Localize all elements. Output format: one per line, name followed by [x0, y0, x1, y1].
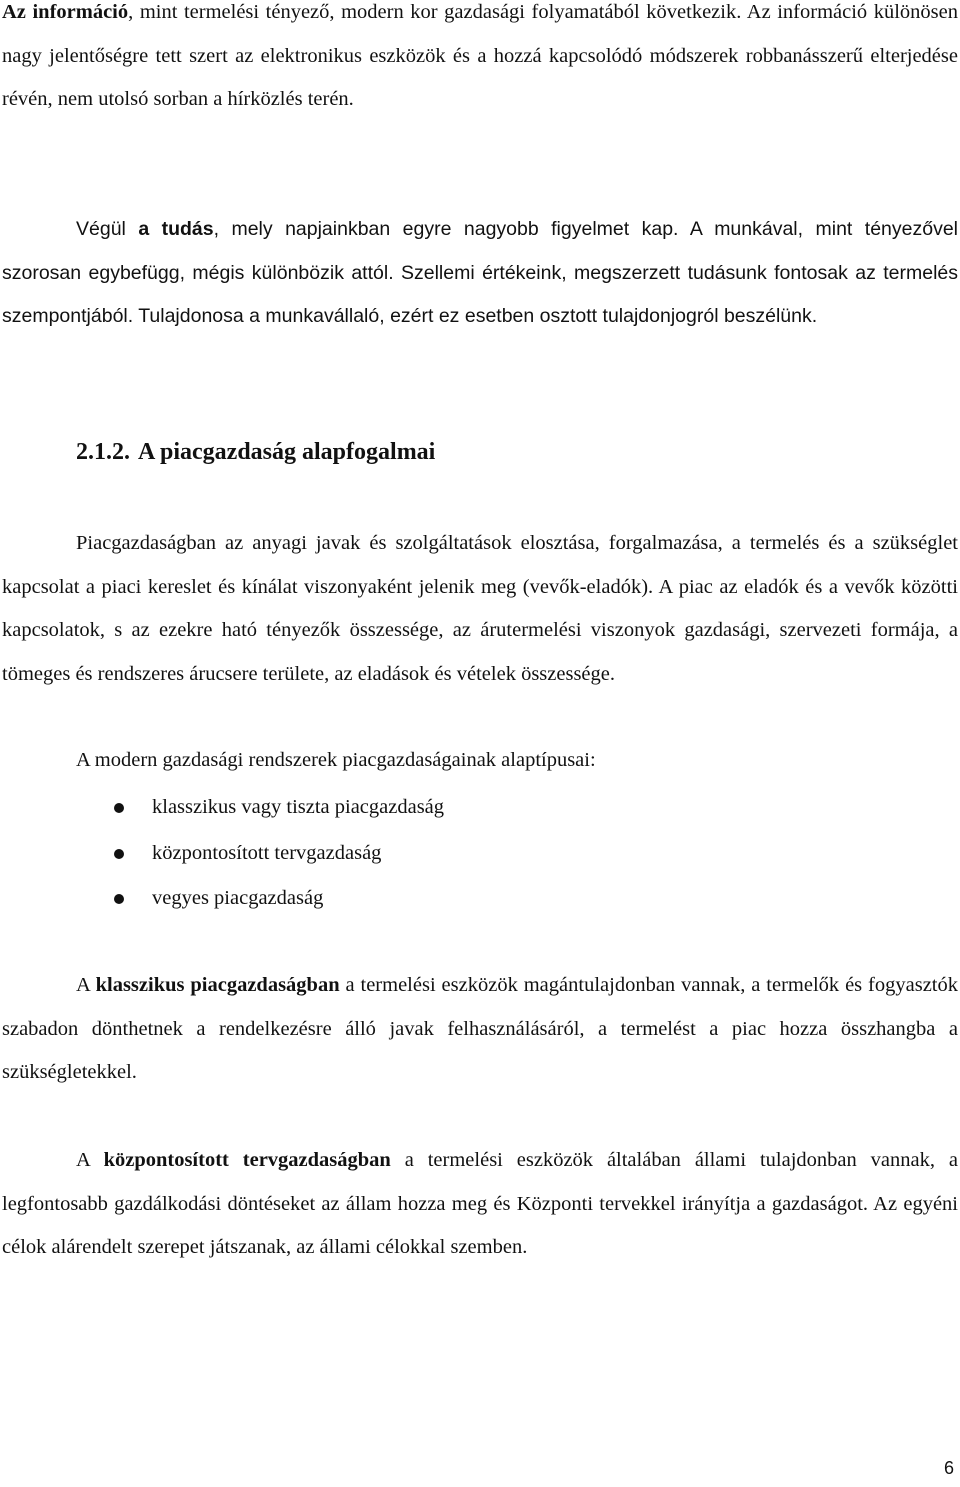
paragraph-classic-market: [2, 964, 958, 1095]
paragraph-lead: A: [76, 1149, 104, 1171]
bullet-icon: [114, 894, 124, 904]
section-title: A piacgazdaság alapfogalmai: [138, 439, 436, 465]
paragraph-text: A modern gazdasági rendszerek piacgazdaságainak alaptípusai:: [76, 749, 596, 771]
page-number: 6: [943, 1458, 954, 1478]
paragraph-types-intro: [2, 739, 958, 783]
paragraph-planned-economy: [2, 1139, 958, 1270]
term-information: Az információ: [2, 1, 129, 23]
paragraph-lead: A: [76, 974, 96, 996]
list-item-text: központosított tervgazdaság: [152, 841, 382, 864]
term-planned-economy: központosított tervgazdaságban: [103, 1149, 391, 1171]
paragraph-lead: Végül: [76, 218, 139, 240]
section-heading: [76, 430, 435, 474]
paragraph-market-economy: [2, 522, 958, 696]
paragraph-text: a termelési eszközök magántulajdonban vannak, a termelők és fogyasztók szabadon dönthetnek a rendelkezésre álló javak felhasználásáról, a termelést a piac hozza összhangba a szükségletekkel.: [2, 974, 958, 1083]
paragraph-knowledge: [2, 208, 958, 339]
paragraph-text: Piacgazdaságban az anyagi javak és szolgáltatások elosztása, forgalmazása, a termelés és a szükséglet kapcsolat a piaci kereslet és kínálat viszonyaként jelenik meg (vevők-eladók). A piac az eladók és a vevők közötti kapcsolatok, s az ezekre ható tényezők összessége, az árutermelési viszonyok gazdasági, szervezeti formája, a tömeges és rendszeres árucsere területe, az eladások és vételek összessége.: [2, 532, 958, 685]
section-number: 2.1.2.: [76, 439, 130, 465]
list-item-text: vegyes piacgazdaság: [152, 887, 324, 909]
term-classic-market: klasszikus piacgazdaságban: [95, 974, 340, 996]
paragraph-text: a termelési eszközök általában állami tulajdonban vannak, a legfontosabb gazdálkodási döntéseket az állam hozza meg és Központi tervekkel irányítja a gazdaságot. Az egyéni célok alárendelt szerepet játszanak, az állami célokkal szemben.: [2, 1149, 958, 1258]
paragraph-text: , mely napjainkban egyre nagyobb figyelmet kap. A munkával, mint tényezővel szorosan egybefügg, mégis különbözik attól. Szellemi értékeink, megszerzett tudásunk fontosak az termelés szempontjából. Tulajdonosa a munkavállaló, ezért ez esetben osztott tulajdonjogról beszélünk.: [2, 218, 958, 327]
paragraph-text: , mint termelési tényező, modern kor gazdasági folyamatából következik. Az információ különösen nagy jelentőségre tett szert az elektronikus eszközök és a hozzá kapcsolódó módszerek robbanásszerű elterjedése révén, nem utolsó sorban a hírközlés terén.: [2, 1, 959, 110]
bullet-icon: [114, 803, 124, 813]
paragraph-information: [2, 0, 958, 122]
bullet-icon: [114, 849, 124, 859]
term-knowledge: a tudás: [138, 218, 214, 240]
list-item-text: klasszikus vagy tiszta piacgazdaság: [152, 796, 445, 818]
